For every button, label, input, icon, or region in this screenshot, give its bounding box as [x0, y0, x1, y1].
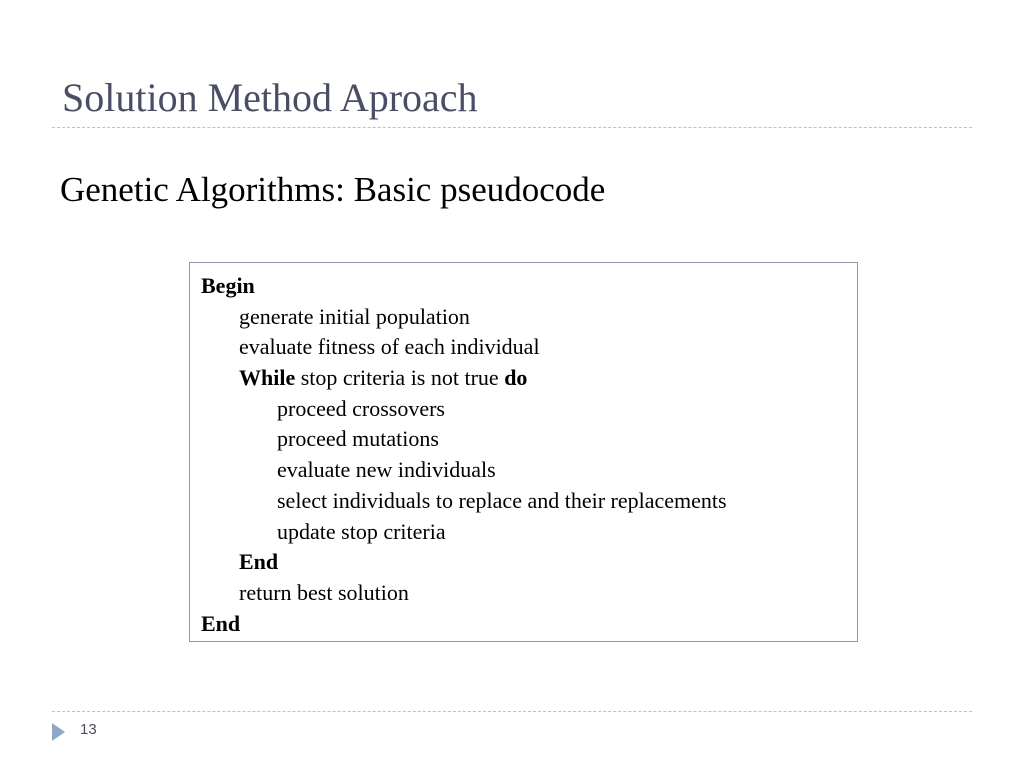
title-divider	[52, 127, 972, 128]
pseudocode-text: evaluate new individuals	[277, 457, 496, 483]
pseudocode-line	[201, 609, 857, 640]
slide-subtitle: Genetic Algorithms: Basic pseudocode	[60, 170, 606, 209]
pseudocode-text: proceed mutations	[277, 426, 439, 452]
pseudocode-line	[201, 363, 857, 394]
pseudocode-keyword: Begin	[201, 273, 255, 298]
pseudocode-line	[201, 332, 857, 363]
pseudocode-line	[201, 517, 857, 548]
pseudocode-keyword: End	[201, 610, 241, 636]
pseudocode-line	[201, 302, 857, 333]
pseudocode-text: select individuals to replace and their replacements	[277, 487, 727, 513]
pseudocode-line	[201, 394, 857, 425]
slide-title: Solution Method Aproach	[62, 75, 478, 120]
pseudocode-text: stop criteria is not true	[295, 365, 505, 391]
slide-number: 13	[80, 721, 97, 738]
pseudocode-line	[201, 486, 857, 517]
footer-divider	[52, 711, 972, 712]
pseudocode-line	[201, 424, 857, 455]
pseudocode-text: evaluate fitness of each individual	[239, 334, 540, 360]
triangle-right-icon	[52, 723, 65, 741]
pseudocode-box	[189, 262, 858, 642]
pseudocode-line	[201, 578, 857, 609]
pseudocode-line	[201, 271, 857, 302]
pseudocode-keyword: End	[239, 549, 279, 575]
pseudocode-text: proceed crossovers	[277, 395, 445, 421]
pseudocode-text: generate initial population	[239, 303, 470, 329]
pseudocode-text: return best solution	[239, 579, 409, 605]
pseudocode-line	[201, 547, 857, 578]
pseudocode-text: update stop criteria	[277, 518, 446, 544]
pseudocode-line	[201, 455, 857, 486]
pseudocode-keyword: While	[239, 365, 296, 391]
pseudocode-keyword: do	[504, 365, 528, 391]
